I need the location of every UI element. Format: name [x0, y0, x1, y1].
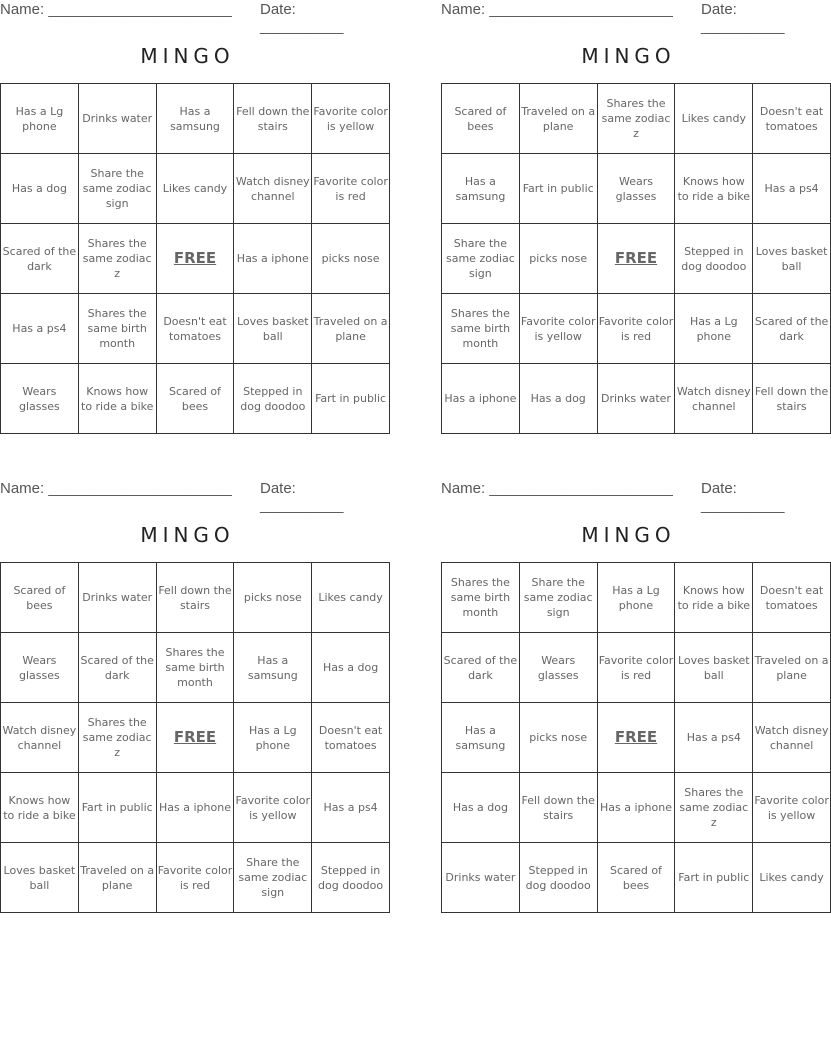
bingo-cell: Traveled on a plane — [753, 633, 831, 703]
bingo-cell: Traveled on a plane — [519, 84, 597, 154]
bingo-cell: Stepped in dog doodoo — [675, 224, 753, 294]
bingo-cell: Favorite color is yellow — [312, 84, 390, 154]
bingo-cell: Fart in public — [675, 843, 753, 913]
grid-row — [1, 703, 390, 773]
bingo-cell: Likes candy — [156, 154, 234, 224]
free-space-cell — [597, 703, 675, 773]
grid-row — [1, 364, 390, 434]
bingo-cell: Knows how to ride a bike — [1, 773, 79, 843]
bingo-cell: Watch disney channel — [675, 364, 753, 434]
card-title: MINGO — [140, 523, 235, 547]
bingo-cell: Fell down the stairs — [156, 563, 234, 633]
bingo-cell: Scared of the dark — [753, 294, 831, 364]
bingo-cell: picks nose — [519, 224, 597, 294]
card-title: MINGO — [581, 44, 676, 68]
name-field-label: Name: ______________________ — [441, 480, 673, 497]
bingo-cell: Likes candy — [753, 843, 831, 913]
grid-row — [1, 773, 390, 843]
bingo-cell: Has a ps4 — [1, 294, 79, 364]
name-field-label: Name: ______________________ — [0, 480, 232, 497]
bingo-cell: Watch disney channel — [753, 703, 831, 773]
card-header — [441, 479, 816, 514]
grid-row — [442, 224, 831, 294]
bingo-cell: Favorite color is red — [312, 154, 390, 224]
bingo-cell: Knows how to ride a bike — [675, 154, 753, 224]
card-header — [0, 479, 375, 514]
bingo-grid — [441, 83, 831, 434]
bingo-cell: Drinks water — [442, 843, 520, 913]
grid-row — [1, 224, 390, 294]
grid-row — [442, 84, 831, 154]
bingo-cell: Fell down the stairs — [753, 364, 831, 434]
bingo-cell: Has a ps4 — [675, 703, 753, 773]
bingo-cell: Shares the same birth month — [78, 294, 156, 364]
date-field-label: Date: __________ — [701, 1, 785, 35]
grid-row — [442, 633, 831, 703]
bingo-cell: Share the same zodiac sign — [78, 154, 156, 224]
free-space-label: FREE — [614, 727, 658, 746]
card-title: MINGO — [140, 44, 235, 68]
bingo-cell: Stepped in dog doodoo — [312, 843, 390, 913]
bingo-cell: Stepped in dog doodoo — [519, 843, 597, 913]
bingo-cell: Has a iphone — [234, 224, 312, 294]
bingo-cell: Doesn't eat tomatoes — [753, 563, 831, 633]
bingo-cell: picks nose — [234, 563, 312, 633]
bingo-cell: Loves basket ball — [234, 294, 312, 364]
bingo-cell: Has a samsung — [156, 84, 234, 154]
free-space-cell — [156, 703, 234, 773]
bingo-cell: Favorite color is red — [597, 633, 675, 703]
bingo-cell: Has a dog — [1, 154, 79, 224]
bingo-cell: Share the same zodiac sign — [234, 843, 312, 913]
bingo-cell: Drinks water — [597, 364, 675, 434]
bingo-cell: Drinks water — [78, 563, 156, 633]
bingo-cell: Scared of the dark — [1, 224, 79, 294]
grid-row — [442, 563, 831, 633]
bingo-cell: Has a iphone — [442, 364, 520, 434]
bingo-cell: Has a Lg phone — [234, 703, 312, 773]
grid-row — [442, 703, 831, 773]
bingo-cell: Share the same zodiac sign — [519, 563, 597, 633]
bingo-cell: Has a samsung — [442, 154, 520, 224]
bingo-grid — [0, 83, 390, 434]
bingo-grid — [441, 562, 831, 913]
bingo-cell: Wears glasses — [1, 364, 79, 434]
bingo-cell: Loves basket ball — [753, 224, 831, 294]
grid-row — [442, 773, 831, 843]
bingo-cell: Likes candy — [675, 84, 753, 154]
bingo-cell: Has a Lg phone — [597, 563, 675, 633]
bingo-cell: Traveled on a plane — [78, 843, 156, 913]
bingo-cell: Has a ps4 — [753, 154, 831, 224]
name-field-label: Name: ______________________ — [441, 1, 673, 18]
bingo-cell: Favorite color is yellow — [753, 773, 831, 843]
bingo-cell: Fart in public — [519, 154, 597, 224]
bingo-cell: Shares the same zodiac z — [78, 224, 156, 294]
bingo-cell: Favorite color is yellow — [519, 294, 597, 364]
bingo-cell: Stepped in dog doodoo — [234, 364, 312, 434]
bingo-cell: Scared of the dark — [78, 633, 156, 703]
grid-row — [442, 364, 831, 434]
bingo-cell: Watch disney channel — [234, 154, 312, 224]
bingo-cell: Has a iphone — [597, 773, 675, 843]
bingo-cell: Wears glasses — [597, 154, 675, 224]
bingo-cell: Loves basket ball — [1, 843, 79, 913]
free-space-label: FREE — [173, 727, 217, 746]
bingo-cell: Has a Lg phone — [1, 84, 79, 154]
grid-row — [1, 843, 390, 913]
bingo-cell: Has a ps4 — [312, 773, 390, 843]
bingo-cell: Fell down the stairs — [234, 84, 312, 154]
bingo-cell: Has a samsung — [234, 633, 312, 703]
bingo-cell: Has a Lg phone — [675, 294, 753, 364]
card-header — [441, 0, 816, 35]
bingo-cell: Fart in public — [312, 364, 390, 434]
bingo-cell: Favorite color is red — [597, 294, 675, 364]
grid-row — [1, 294, 390, 364]
bingo-cell: Shares the same birth month — [442, 563, 520, 633]
bingo-cell: Wears glasses — [1, 633, 79, 703]
grid-row — [442, 843, 831, 913]
bingo-cell: Shares the same zodiac z — [78, 703, 156, 773]
free-space-cell — [597, 224, 675, 294]
bingo-cell: Doesn't eat tomatoes — [312, 703, 390, 773]
bingo-cell: Traveled on a plane — [312, 294, 390, 364]
grid-row — [1, 633, 390, 703]
bingo-cell: Watch disney channel — [1, 703, 79, 773]
bingo-cell: Scared of bees — [597, 843, 675, 913]
grid-row — [1, 154, 390, 224]
bingo-cell: Scared of bees — [1, 563, 79, 633]
date-field-label: Date: __________ — [701, 480, 785, 514]
bingo-grid — [0, 562, 390, 913]
bingo-cell: Has a samsung — [442, 703, 520, 773]
bingo-cell: Fell down the stairs — [519, 773, 597, 843]
date-field-label: Date: __________ — [260, 480, 344, 514]
bingo-cell: Shares the same birth month — [442, 294, 520, 364]
name-field-label: Name: ______________________ — [0, 1, 232, 18]
free-space-label: FREE — [614, 248, 658, 267]
grid-row — [1, 84, 390, 154]
bingo-cell: Likes candy — [312, 563, 390, 633]
bingo-cell: Scared of the dark — [442, 633, 520, 703]
grid-row — [1, 563, 390, 633]
grid-row — [442, 154, 831, 224]
bingo-cell: Fart in public — [78, 773, 156, 843]
date-field-label: Date: __________ — [260, 1, 344, 35]
bingo-cell: Shares the same zodiac z — [675, 773, 753, 843]
bingo-cell: Scared of bees — [442, 84, 520, 154]
bingo-cell: Knows how to ride a bike — [78, 364, 156, 434]
bingo-cell: Has a iphone — [156, 773, 234, 843]
card-title: MINGO — [581, 523, 676, 547]
card-header — [0, 0, 375, 35]
bingo-cell: Doesn't eat tomatoes — [156, 294, 234, 364]
grid-row — [442, 294, 831, 364]
bingo-cell: Shares the same birth month — [156, 633, 234, 703]
bingo-cell: Doesn't eat tomatoes — [753, 84, 831, 154]
bingo-cell: Has a dog — [312, 633, 390, 703]
bingo-cell: Drinks water — [78, 84, 156, 154]
bingo-cell: Scared of bees — [156, 364, 234, 434]
bingo-cell: Favorite color is yellow — [234, 773, 312, 843]
bingo-cell: Wears glasses — [519, 633, 597, 703]
bingo-cell: Share the same zodiac sign — [442, 224, 520, 294]
bingo-cell: Shares the same zodiac z — [597, 84, 675, 154]
bingo-cell: Favorite color is red — [156, 843, 234, 913]
bingo-cell: picks nose — [519, 703, 597, 773]
bingo-cell: Loves basket ball — [675, 633, 753, 703]
bingo-cell: Has a dog — [442, 773, 520, 843]
bingo-cell: picks nose — [312, 224, 390, 294]
free-space-cell — [156, 224, 234, 294]
bingo-cell: Knows how to ride a bike — [675, 563, 753, 633]
bingo-cell: Has a dog — [519, 364, 597, 434]
free-space-label: FREE — [173, 248, 217, 267]
